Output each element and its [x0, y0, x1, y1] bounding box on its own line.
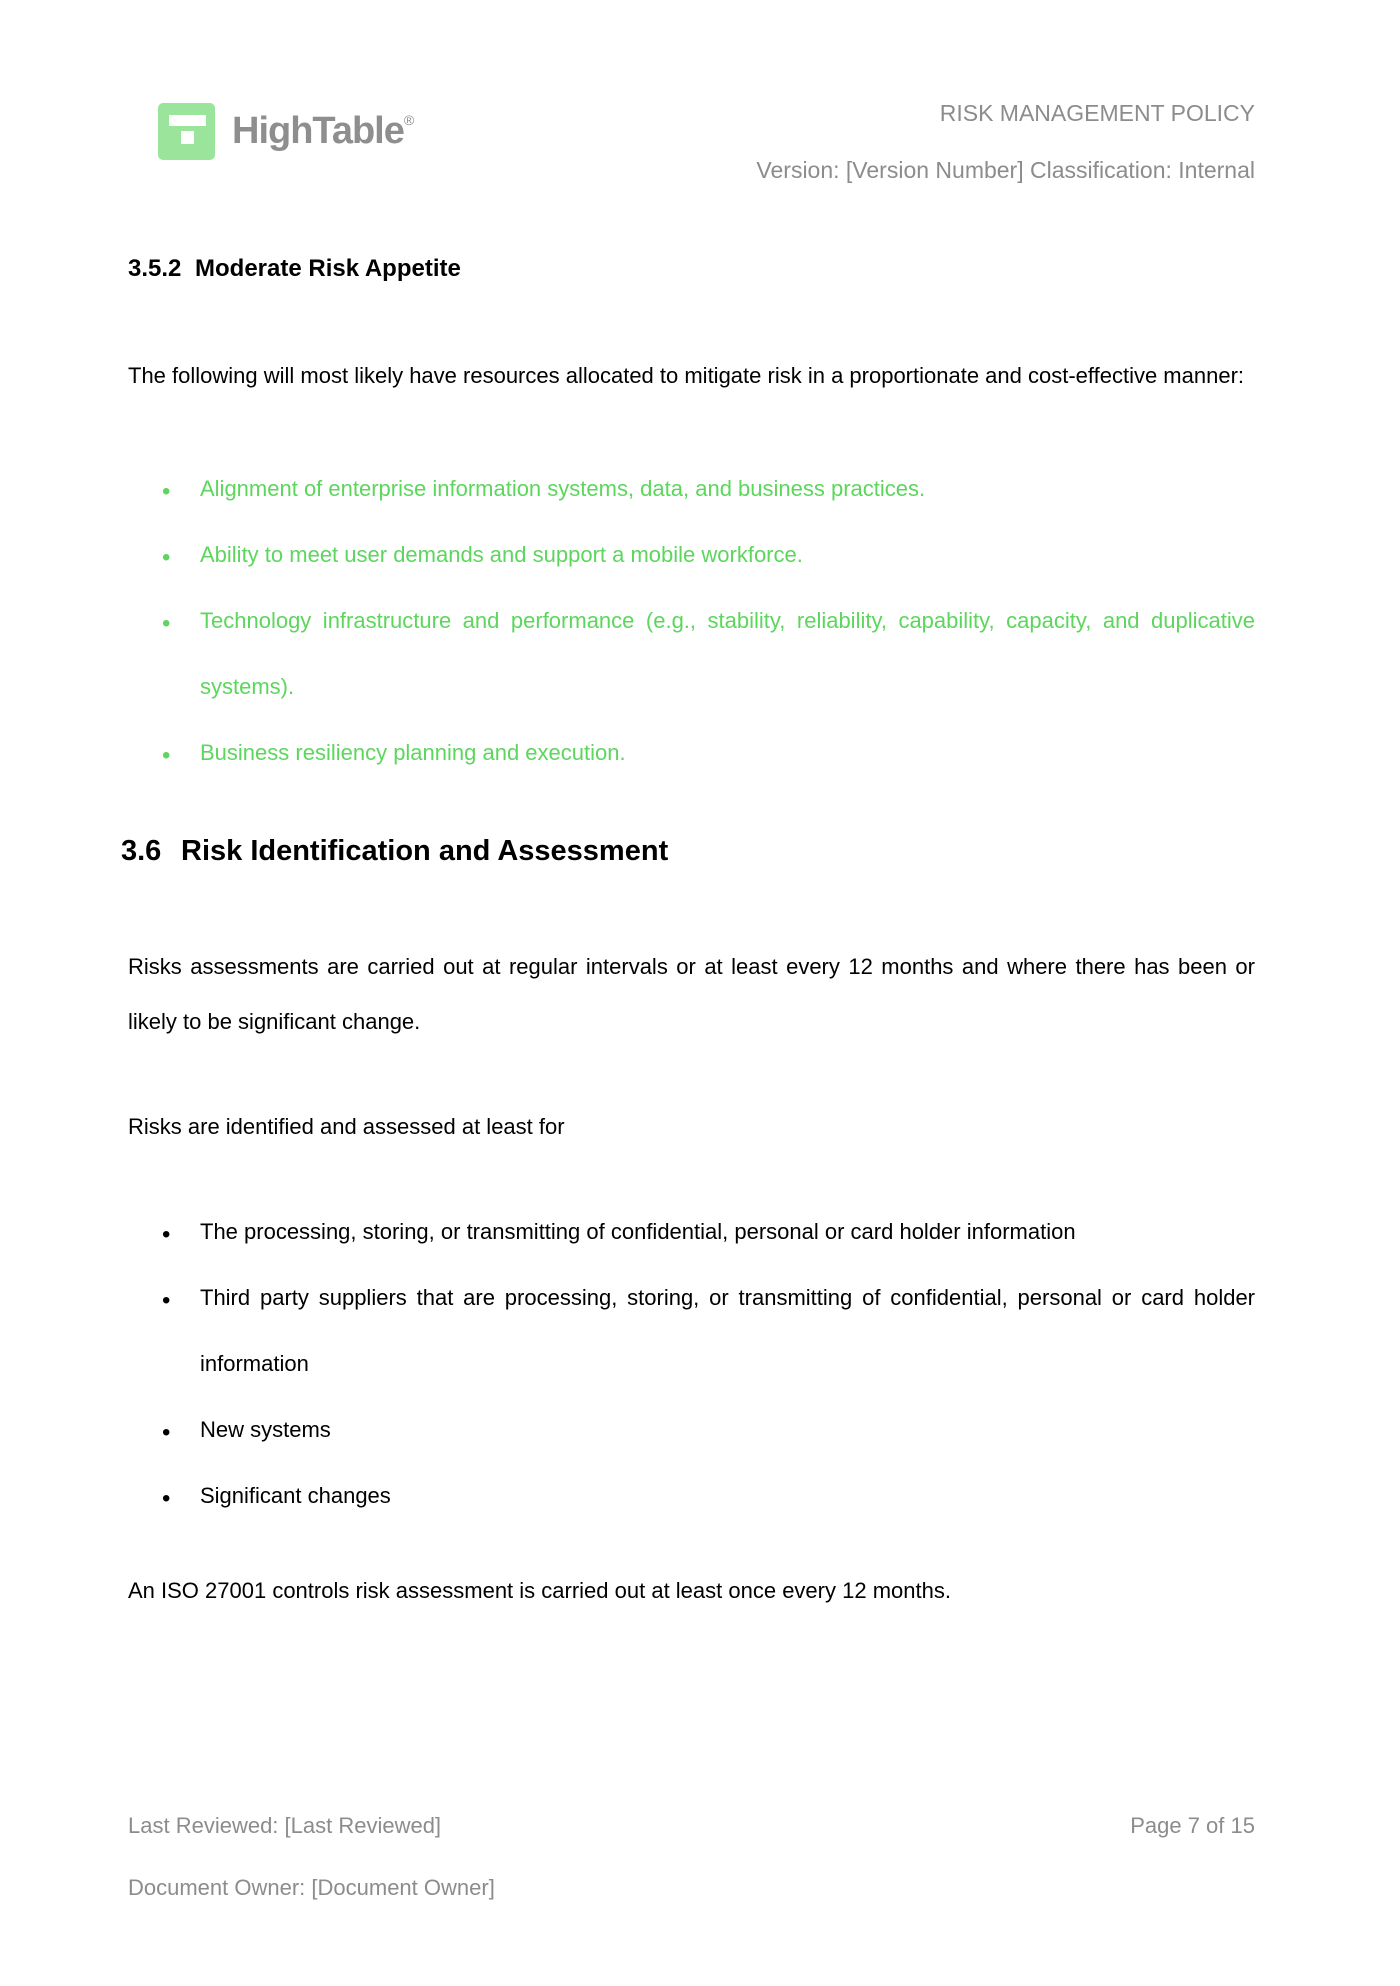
table-icon-leg: [181, 131, 195, 144]
list-item: • Technology infrastructure and performance (e.g., stability, reliability, capability, capacity, and duplicative systems).: [128, 588, 1255, 720]
page-number: Page 7 of 15: [1130, 1813, 1255, 1838]
risk-identified-paragraph: Risks are identified and assessed at least for: [128, 1113, 565, 1139]
page-footer: [128, 1812, 1255, 1902]
risk-identification-bullet-list: [128, 1199, 1255, 1529]
list-item: • Ability to meet user demands and support a mobile workforce.: [128, 522, 1255, 588]
table-icon: [158, 103, 215, 160]
section-3-6-heading: [121, 834, 1255, 869]
footer-row: [128, 1812, 1255, 1841]
brand-name: [232, 110, 414, 153]
section-title: Moderate Risk Appetite: [195, 255, 461, 282]
registered-trademark-symbol: ®: [403, 112, 415, 128]
brand-name-text: HighTable: [232, 110, 404, 152]
document-owner-label: Document Owner: [Document Owner]: [128, 1874, 495, 1900]
version-classification-line: Version: [Version Number] Classification: Internal: [756, 157, 1255, 183]
section-3-5-2-heading: [128, 255, 1255, 284]
list-item: • The processing, storing, or transmitting of confidential, personal or card holder information: [128, 1199, 1255, 1265]
list-item: • Alignment of enterprise information systems, data, and business practices.: [128, 456, 1255, 522]
document-title: RISK MANAGEMENT POLICY: [939, 100, 1255, 126]
last-reviewed-label: Last Reviewed: [Last Reviewed]: [128, 1813, 442, 1838]
hightable-logo: [158, 103, 414, 160]
section-number: 3.6: [121, 834, 162, 867]
section-title: Risk Identification and Assessment: [181, 834, 669, 867]
moderate-risk-intro-paragraph: The following will most likely have resources allocated to mitigate risk in a proportionate and cost-effective manner:: [128, 362, 1245, 388]
header-meta: [756, 85, 1255, 199]
page-header: [158, 85, 1255, 199]
list-item: • New systems: [128, 1397, 1255, 1463]
table-icon-top: [169, 115, 205, 126]
section-number: 3.5.2: [128, 255, 182, 282]
moderate-risk-bullet-list: [128, 456, 1255, 786]
document-body: [121, 255, 1255, 1618]
list-item: • Significant changes: [128, 1463, 1255, 1529]
list-item: • Business resiliency planning and execution.: [128, 720, 1255, 786]
list-item: • Third party suppliers that are processing, storing, or transmitting of confidential, personal or card holder information: [128, 1265, 1255, 1397]
risk-assessment-paragraph: Risks assessments are carried out at regular intervals or at least every 12 months and where there has been or likely to be significant change.: [128, 953, 1255, 1034]
iso-controls-paragraph: An ISO 27001 controls risk assessment is carried out at least once every 12 months.: [128, 1577, 951, 1603]
